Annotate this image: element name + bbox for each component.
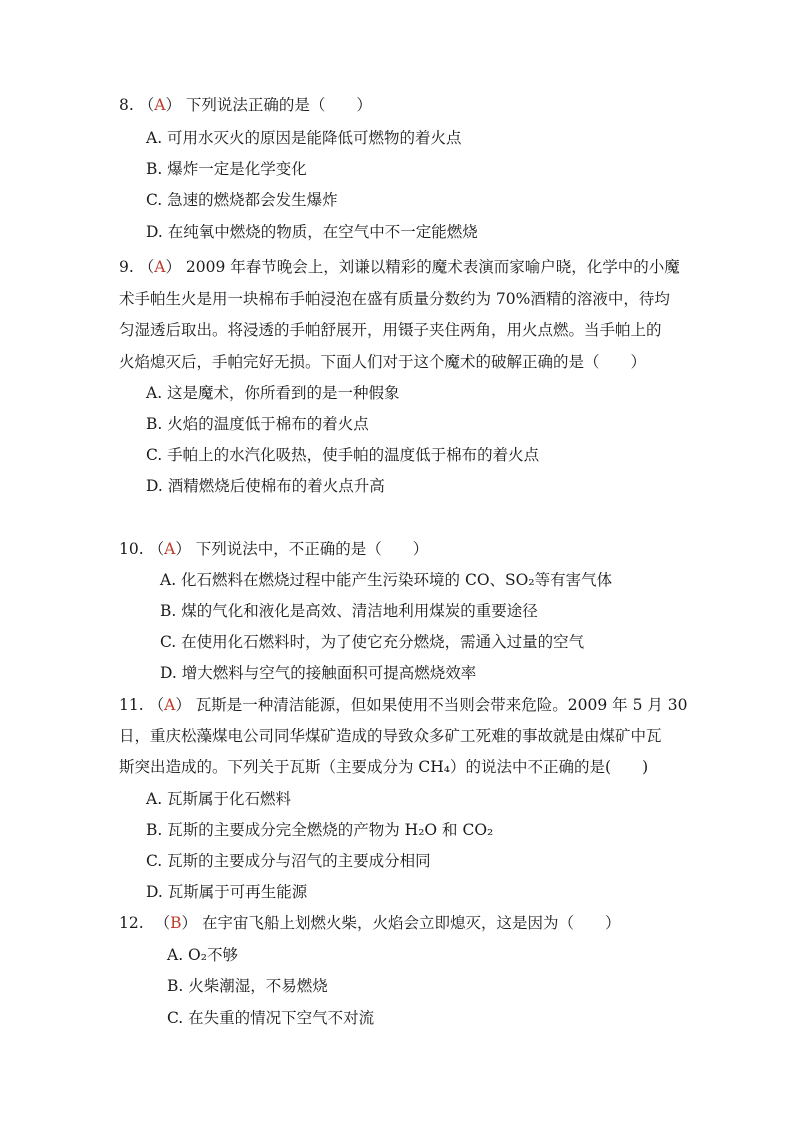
question-11-option-d: D. 瓦斯属于可再生能源 [146,883,308,901]
question-10-option-a: A. 化石燃料在燃烧过程中能产生污染环境的 CO、SO₂等有害气体 [160,571,613,589]
question-number: 12. [119,914,144,932]
question-8-option-b: B. 爆炸一定是化学变化 [146,160,307,178]
question-9-option-b: B. 火焰的温度低于棉布的着火点 [146,415,369,433]
question-11-option-b: B. 瓦斯的主要成分完全燃烧的产物为 H₂O 和 CO₂ [146,821,494,839]
question-9-option-d: D. 酒精燃烧后使棉布的着火点升高 [146,477,385,495]
question-9-option-a: A. 这是魔术，你所看到的是一种假象 [146,384,400,402]
question-10-option-b: B. 煤的气化和液化是高效、清洁地利用煤炭的重要途径 [160,602,538,620]
question-9-stem-line: 术手帕生火是用一块棉布手帕浸泡在盛有质量分数约为 70%酒精的溶液中，待均 [119,290,670,308]
question-8-option-c: C. 急速的燃烧都会发生爆炸 [146,191,338,209]
level-tag: （B） [154,914,198,932]
question-11-option-a: A. 瓦斯属于化石燃料 [146,790,292,808]
question-8-option-a: A. 可用水灭火的原因是能降低可燃物的着火点 [146,129,462,147]
question-9-option-c: C. 手帕上的水汽化吸热，使手帕的温度低于棉布的着火点 [146,446,540,464]
question-11-stem-line: 日，重庆松藻煤电公司同华煤矿造成的导致众多矿工死难的事故就是由煤矿中瓦 [119,727,662,745]
question-stem: 下列说法中，不正确的是（ ） [195,540,429,558]
level-tag: （A） [138,258,181,276]
question-10-option-c: C. 在使用化石燃料时，为了使它充分燃烧，需通入过量的空气 [160,633,585,651]
question-9-stem-line: 匀湿透后取出。将浸透的手帕舒展开，用镊子夹住两角，用火点燃。当手帕上的 [119,321,662,339]
question-12-header [119,913,620,933]
question-12-option-b: B. 火柴潮湿，不易燃烧 [167,977,328,995]
question-stem: 下列说法正确的是（ ） [185,96,372,114]
question-8-header [119,95,372,115]
question-8-option-d: D. 在纯氧中燃烧的物质，在空气中不一定能燃烧 [146,223,478,241]
question-11-option-c: C. 瓦斯的主要成分与沼气的主要成分相同 [146,852,431,870]
question-number: 8. [119,96,134,114]
question-stem: 瓦斯是一种清洁能源，但如果使用不当则会带来危险。2009 年 5 月 30 [195,696,688,714]
question-number: 9. [119,258,134,276]
level-tag: （A） [138,96,181,114]
question-12-option-c: C. 在失重的情况下空气不对流 [167,1009,375,1027]
level-tag: （A） [148,540,191,558]
question-9-header [119,257,680,277]
question-9-stem-line: 火焰熄灭后，手帕完好无损。下面人们对于这个魔术的破解正确的是（ ） [119,353,647,371]
question-stem: 2009 年春节晚会上，刘谦以精彩的魔术表演而家喻户晓，化学中的小魔 [185,258,680,276]
question-11-header [119,695,688,715]
level-tag: （A） [148,696,191,714]
question-10-header [119,539,428,559]
question-12-option-a: A. O₂不够 [167,946,238,964]
question-number: 11. [119,696,144,714]
question-11-stem-line: 斯突出造成的。下列关于瓦斯（主要成分为 CH₄）的说法中不正确的是( ) [119,758,649,776]
question-number: 10. [119,540,144,558]
question-10-option-d: D. 增大燃料与空气的接触面积可提高燃烧效率 [160,664,477,682]
question-stem: 在宇宙飞船上划燃火柴，火焰会立即熄灭，这是因为（ ） [201,914,621,932]
